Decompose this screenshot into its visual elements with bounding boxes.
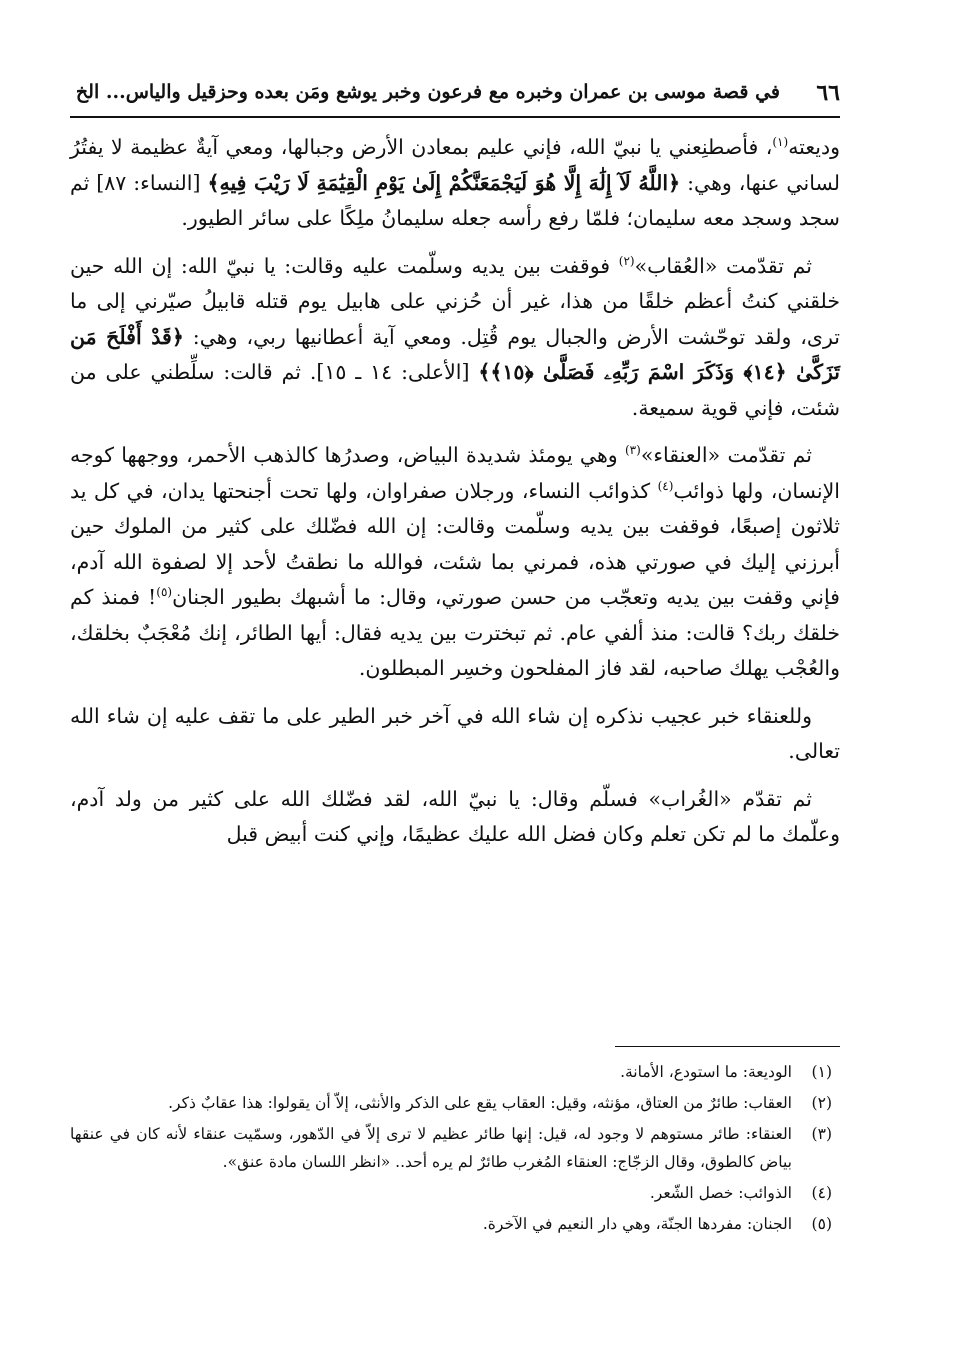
text-run: كذوائب النساء، ورجلان صفراوان، ولها تحت أجنحتها يدان، في كل يد ثلاثون إصبعًا، فوقفت بين يديه وسلّمت وقالت: إن الله فضّلك على كثير من الملوك حين أبرزني إليك في صورتي هذه، فمرني بما شئت، فوالله ما نطقتُ لأحد إلا لصفوة الله آدم، فإني وقفت بين يديه وتعجّب من حسن صورتي، وقال: ما أشبهك بطيور الجنان bbox=[70, 478, 840, 609]
paragraph bbox=[70, 699, 840, 770]
text-run: ثم تقدّمت «العنقاء» bbox=[640, 443, 813, 467]
page-number: ٦٦ bbox=[816, 80, 840, 106]
text-run: ! فمنذ كم خلقك ربك؟ قالت: منذ ألفي عام. ثم تبخترت بين يديه فقال: أيها الطائر، إنك مُعْجَبٌ بخلقك، والعُجْب يهلك صاحبه، لقد فاز المفلحون وخسِر المبطلون. bbox=[70, 585, 840, 680]
main-text bbox=[70, 130, 840, 865]
paragraph bbox=[70, 130, 840, 237]
footnote bbox=[70, 1179, 840, 1207]
paragraph bbox=[70, 782, 840, 853]
text-run: فوقفت بين يديه وسلّمت عليه وقالت: يا نبيّ الله: إن الله حين خلقني كنتُ أعظم خلقًا من هذا، غير أن حُزني على هابيل يوم قتله قابيلُ صيّرني إلى ما ترى، ولقد توحّشت الأرض والجبال يوم قُتِل. ومعي آية أعطانيها ربي، وهي: bbox=[70, 253, 840, 349]
text-run: وديعته bbox=[788, 135, 840, 159]
paragraph bbox=[70, 249, 840, 427]
footnote bbox=[70, 1210, 840, 1238]
text-run: وهي يومئذ شديدة البياض، وصدرُها كالذهب الأحمر، ووجهها كوجه الإنسان، ولها ذوائب bbox=[70, 443, 841, 503]
footnote bbox=[70, 1058, 840, 1086]
footnote bbox=[70, 1089, 840, 1117]
footnote-ref: (١) bbox=[772, 135, 789, 150]
footnote-text: العقاب: طائرٌ من العتاق، مؤنثه، وقيل: العقاب يقع على الذكر والأنثى، إلاّ أن يقولوا: هذا عقابٌ ذكر. bbox=[168, 1094, 792, 1112]
footnote-ref: (٤) bbox=[657, 478, 674, 493]
footnote-text: الذوائب: خصل الشّعر. bbox=[649, 1184, 792, 1202]
footnote-text: الجنان: مفردها الجنّة، وهي دار النعيم في الآخرة. bbox=[482, 1215, 792, 1233]
footnote-ref: (٢) bbox=[618, 253, 635, 268]
text-run: ، فأصطنِعني يا نبيّ الله، فإني عليم بمعادن الأرض وجبالها، ومعي آيةٌ عظيمة لا يفتُرُ لساني عنها، وهي: bbox=[70, 135, 840, 195]
footnote bbox=[70, 1120, 840, 1176]
footnote-text: الوديعة: ما استودع، الأمانة. bbox=[620, 1063, 792, 1081]
text-run: [الأعلى: ١٤ ـ ١٥]. ثم قالت: سلِّطني على من شئت، فإني قوية سميعة. bbox=[70, 360, 840, 420]
text-run: ثم تقدّم «الغُراب» فسلّم وقال: يا نبيّ الله، لقد فضّلك الله على كثير من ولد آدم، وعلّمك ما لم تكن تعلم وكان فضل الله عليك عظيمًا، وإني كنت أبيض قبل bbox=[70, 786, 840, 846]
footnote-text: العنقاء: طائر مستوهم لا وجود له، قيل: إنها طائر عظيم لا ترى إلاّ في الدّهور، وسمّيت عنقاء لأنه كان في عنقها بياض كالطوق، وقال الزجّاج: العنقاء المُغرب طائرٌ لم يره أحد.. «انظر اللسان مادة عنق». bbox=[70, 1125, 792, 1171]
footnote-ref: (٣) bbox=[624, 443, 641, 458]
text-run: ثم تقدّمت «العُقاب» bbox=[634, 253, 812, 278]
running-title: في قصة موسى بن عمران وخبره مع فرعون وخبر يوشع ومَن بعده وحزقيل والياس... الخ bbox=[75, 81, 780, 103]
paragraph bbox=[70, 438, 840, 687]
footnote-number: (٥) bbox=[811, 1215, 832, 1233]
footnote-number: (٤) bbox=[811, 1184, 832, 1202]
footnotes bbox=[70, 1058, 840, 1241]
quran-verse: ﴿قَدْ أَفْلَحَ مَن تَزَكَّىٰ ﴿١٤﴾ وَذَكَرَ اسْمَ رَبِّهِۦ فَصَلَّىٰ ﴿١٥﴾﴾ bbox=[70, 324, 840, 384]
footnote-number: (١) bbox=[811, 1063, 832, 1081]
footnote-number: (٣) bbox=[811, 1125, 832, 1143]
footnote-number: (٢) bbox=[811, 1094, 832, 1112]
footnote-separator bbox=[615, 1046, 840, 1047]
text-run: وللعنقاء خبر عجيب نذكره إن شاء الله في آخر خبر الطير على ما تقف عليه إن شاء الله تعالى. bbox=[70, 703, 840, 763]
text-run: [النساء: ٨٧] ثم سجد وسجد معه سليمان؛ فلمّا رفع رأسه جعله سليمانُ ملِكًا على سائر الطيور. bbox=[70, 170, 840, 230]
quran-verse: ﴿اللَّهُ لَآ إِلَٰهَ إِلَّا هُوَ لَيَجْمَعَنَّكُمْ إِلَىٰ يَوْمِ الْقِيَٰمَةِ لَا رَيْبَ فِيهِ﴾ bbox=[207, 170, 681, 195]
footnote-ref: (٥) bbox=[156, 585, 173, 600]
page-header bbox=[70, 76, 840, 118]
